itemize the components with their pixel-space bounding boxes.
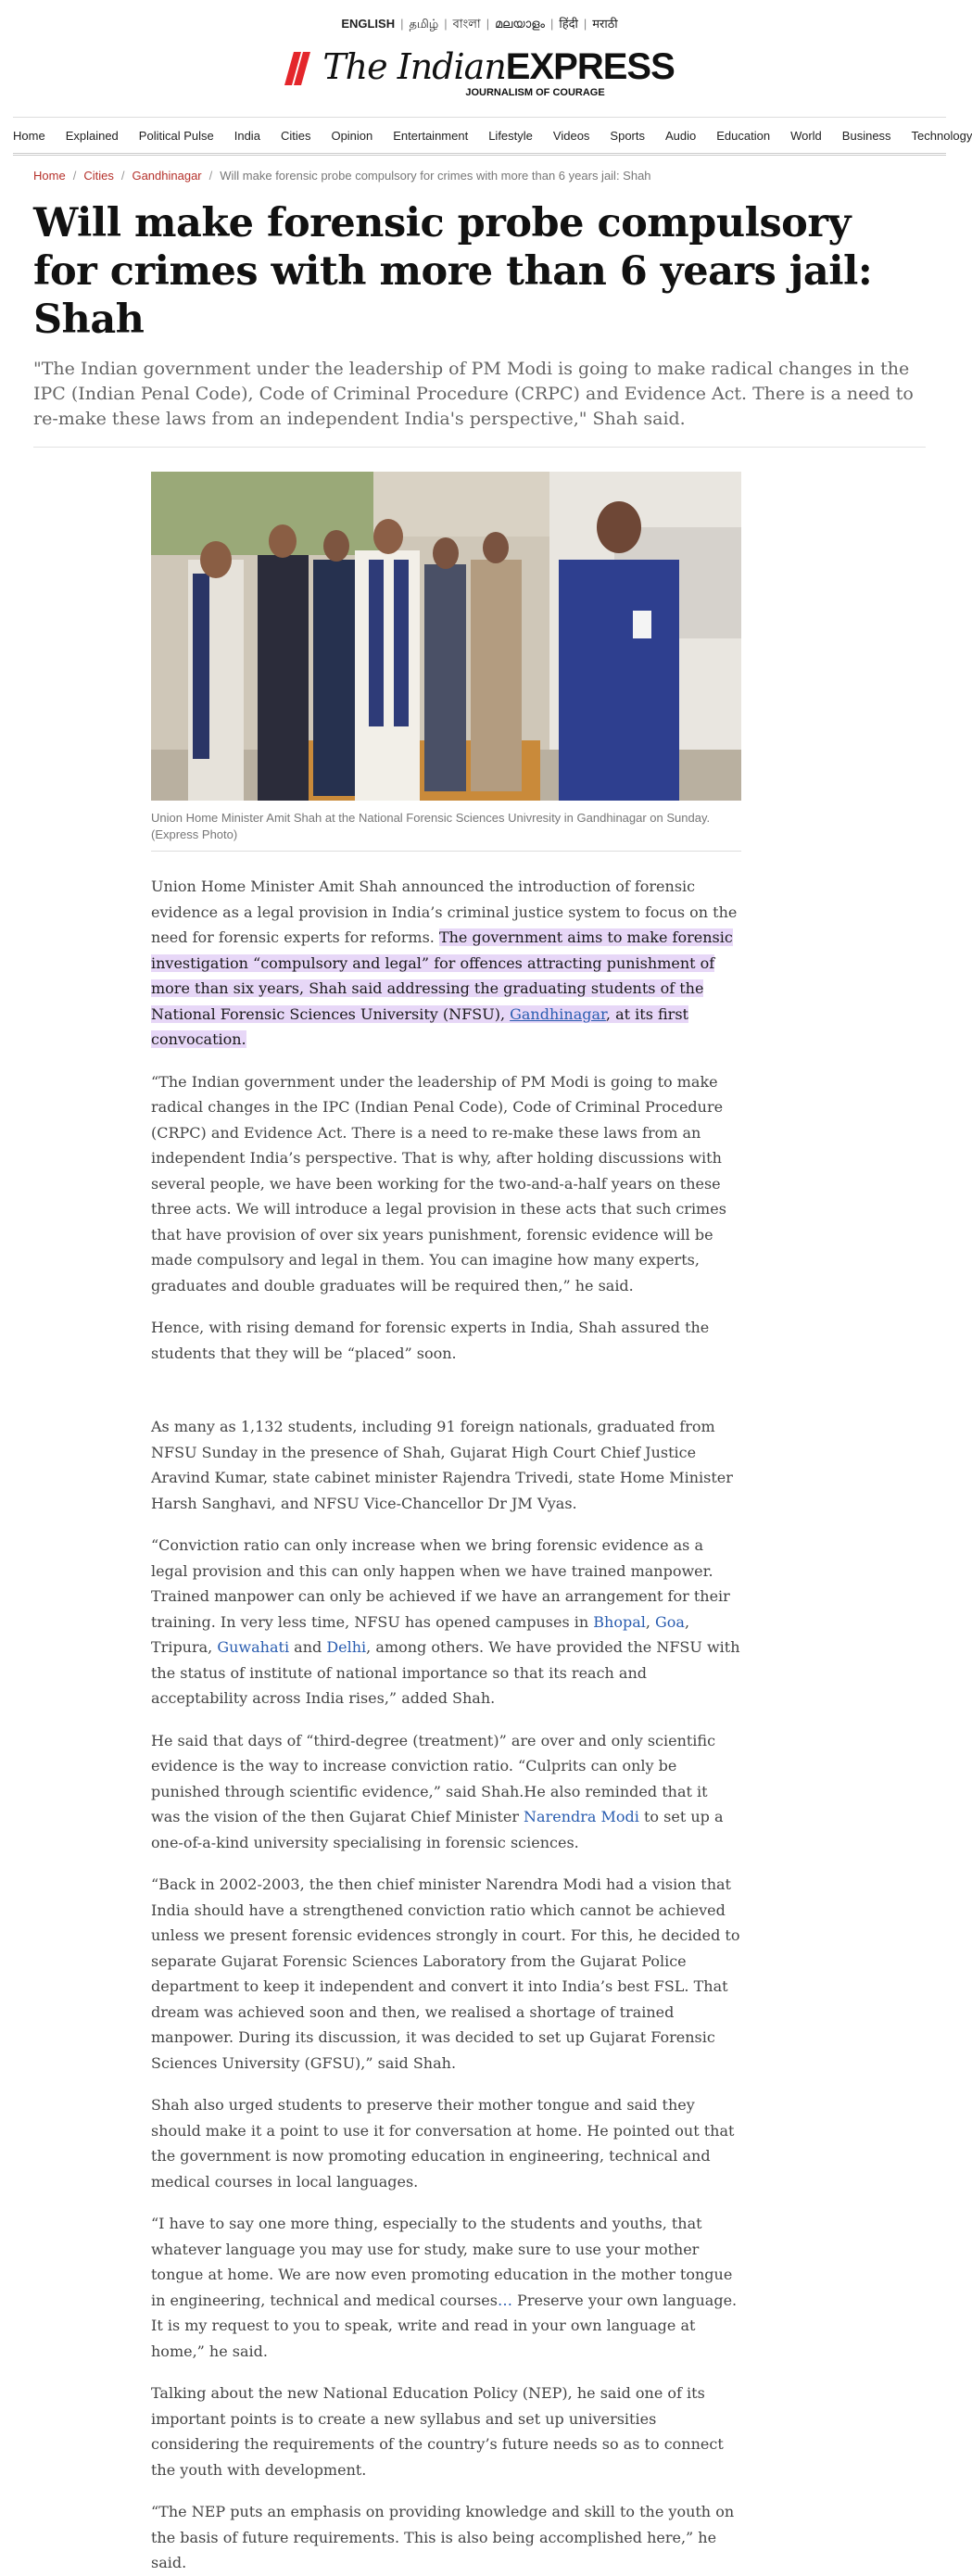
paragraph-text: Union Home Minister Amit Shah announced the introduction of forensic evidence as a legal provision in India’s criminal justice system to focus on the need for forensic experts for reforms. [151,878,738,946]
article-paragraph: “The NEP puts an emphasis on providing knowledge and skill to the youth on the basis of future requirements. This is also being accomplished here,” he said. [151,2503,735,2571]
logo-tagline: JOURNALISM OF COURAGE [465,87,605,98]
link-gandhinagar[interactable]: Gandhinagar [510,1004,606,1023]
lang-separator: | [549,17,554,31]
highlight-part: , at its first convocation. [151,1004,688,1048]
article-standfirst: "The Indian government under the leadership of PM Modi is going to make radical changes in the IPC (Indian Penal Code), Code of Criminal Procedure (CRPC) and Evidence Act. There is a need to re-make these laws from an independent India's perspective," Shah said. [33,357,926,448]
link-delhi[interactable]: Delhi [326,1638,367,1656]
paragraph-text: and [289,1638,327,1656]
lang-english[interactable]: ENGLISH [341,17,396,31]
article-headline: Will make forensic probe compulsory for crimes with more than 6 years jail: Shah [33,200,873,343]
nav-opinion[interactable]: Opinion [331,128,373,143]
paragraph-text: , Tripura, [151,1612,690,1656]
article-paragraph [151,874,741,1053]
link-narendra-modi[interactable]: Narendra Modi [524,1808,639,1825]
breadcrumb-current: Will make forensic probe compulsory for crimes with more than 6 years jail: Shah [220,169,651,183]
lead-photo-block [151,472,741,852]
paragraph-text: , among others. We have provided the NFSU with the status of institute of national importance so that its reach and acceptability across India rises,” added Shah. [151,1638,740,1707]
article-paragraph: Shah also urged students to preserve their mother tongue and said they should make it a point to use it for conversation at home. He pointed out that the government is now promoting education in engineering, technical and medical courses in local languages. [151,2096,735,2191]
language-bar [0,0,959,35]
lang-separator: | [583,17,587,31]
paragraph-text: , [645,1612,656,1631]
breadcrumb-separator: / [120,169,125,183]
breadcrumb-cities[interactable]: Cities [83,169,114,183]
highlight-part: The government aims to make forensic investigation “compulsory and legal” for offences attracting punishment of more than six years, Shah said addressing the graduating students of the National Forensic Sciences University (NFSU), [151,928,733,1023]
nav-india[interactable]: India [234,128,260,143]
nav-entertainment[interactable]: Entertainment [393,128,469,143]
logo-wordmark [322,46,674,87]
article-paragraph: As many as 1,132 students, including 91 foreign nationals, graduated from NFSU Sunday in the presence of Shah, Gujarat High Court Chief Justice Aravind Kumar, state cabinet minister Rajendra Trivedi, state Home Minister Harsh Sanghavi, and NFSU Vice-Chancellor Dr JM Vyas. [151,1418,733,1512]
nav-home[interactable]: Home [13,128,45,143]
paragraph-text: “I have to say one more thing, especially to the students and youths, that whatever language you may use for study, make sure to use your mother tongue at home. We are now even promoting education in the mother tongue in engineering, technical and medical courses [151,2215,733,2309]
lang-marathi[interactable]: मराठी [592,17,618,31]
lang-separator: | [486,17,490,31]
article-paragraph: “Back in 2002-2003, the then chief minister Narendra Modi had a vision that India should have a strengthened conviction ratio which cannot be achieved unless we present forensic evidences strongly in court. For this, he decided to separate Gujarat Forensic Sciences Laboratory from the Gujarat Police department to keep it independent and convert it into India’s best FSL. That dream was achieved soon and then, we realised a shortage of trained manpower. During its discussion, it was decided to set up Gujarat Forensic Sciences University (GFSU),” said Shah. [151,1875,740,2072]
paragraph-text: to set up a one-of-a-kind university specialising in forensic sciences. [151,1808,724,1851]
logo-stripes-icon [284,52,312,85]
article-paragraph [151,1533,741,1711]
article-body [151,874,741,2576]
nav-education[interactable]: Education [716,128,771,143]
link-bhopal[interactable]: Bhopal [593,1612,646,1631]
breadcrumb-home[interactable]: Home [33,169,66,183]
paragraph-gap [151,1383,741,1414]
nav-audio[interactable]: Audio [665,128,697,143]
ellipsis-link[interactable]: … [497,2291,512,2309]
link-guwahati[interactable]: Guwahati [217,1638,290,1656]
nav-world[interactable]: World [790,128,822,143]
lang-separator: | [400,17,404,31]
link-goa[interactable]: Goa [655,1612,685,1631]
lead-photo[interactable] [151,472,741,801]
breadcrumb-separator: / [72,169,77,183]
nav-cities[interactable]: Cities [280,128,311,143]
photo-caption: Union Home Minister Amit Shah at the National Forensic Sciences Univresity in Gandhinagar on Sunday. (Express Photo) [151,801,741,852]
nav-sports[interactable]: Sports [610,128,645,143]
nav-political-pulse[interactable]: Political Pulse [138,128,214,143]
site-logo[interactable] [0,46,959,104]
lang-tamil[interactable]: தமிழ் [409,17,439,31]
paragraph-text: Preserve your own language. It is my request to you to speak, write and read in your own language at home,” he said. [151,2291,738,2360]
article-paragraph: Hence, with rising demand for forensic experts in India, Shah assured the students that they will be “placed” soon. [151,1319,710,1362]
breadcrumb-city[interactable]: Gandhinagar [132,169,202,183]
article-paragraph: “The Indian government under the leadership of PM Modi is going to make radical changes in the IPC (Indian Penal Code), Code of Criminal Procedure (CRPC) and Evidence Act. There is a need to re-make these laws from an independent India’s perspective. That is why, after holding discussions with several people, we have been working for the two-and-a-half years on these three acts. We will introduce a legal provision in these acts that such crimes that have provision of over six years punishment, forensic evidence will be made compulsory and legal in them. You can imagine how many experts, graduates and double graduates will be required then,” he said. [151,1072,726,1294]
paragraph-text: “Conviction ratio can only increase when we bring forensic evidence as a legal provision and this can only happen when we have trained manpower. Trained manpower can only be achieved if we have an arrangement for their training. In very less time, NFSU has opened campuses in [151,1536,730,1631]
nav-technology[interactable]: Technology [911,128,972,143]
nav-business[interactable]: Business [841,128,891,143]
lang-bangla[interactable]: বাংলা [452,17,481,31]
article-paragraph: Talking about the new National Education Policy (NEP), he said one of its important points is to create a new syllabus and set up universities considering the requirements of the country’s future needs so as to connect the youth with development. [151,2384,724,2479]
logo-bold-part: EXPRESS [505,46,675,87]
breadcrumb-separator: / [208,169,213,183]
lang-hindi[interactable]: हिंदी [559,17,578,31]
lang-malayalam[interactable]: മലയാളം [495,17,545,31]
top-navigation [13,117,972,156]
nav-lifestyle[interactable]: Lifestyle [488,128,533,143]
logo-italic-part: The Indian [322,46,506,87]
highlighted-text [151,928,733,1048]
nav-videos[interactable]: Videos [552,128,590,143]
lang-separator: | [444,17,448,31]
article-paragraph [151,2211,741,2364]
article-paragraph [151,1728,741,1856]
paragraph-text: He said that days of “third-degree (treatment)” are over and only scientific evidence is the way to increase conviction ratio. “Culprits can only be punished through scientific evidence,” said Shah.He also reminded that it was the vision of the then Gujarat Chief Minister [151,1731,716,1825]
nav-explained[interactable]: Explained [65,128,119,143]
breadcrumb [33,169,959,183]
